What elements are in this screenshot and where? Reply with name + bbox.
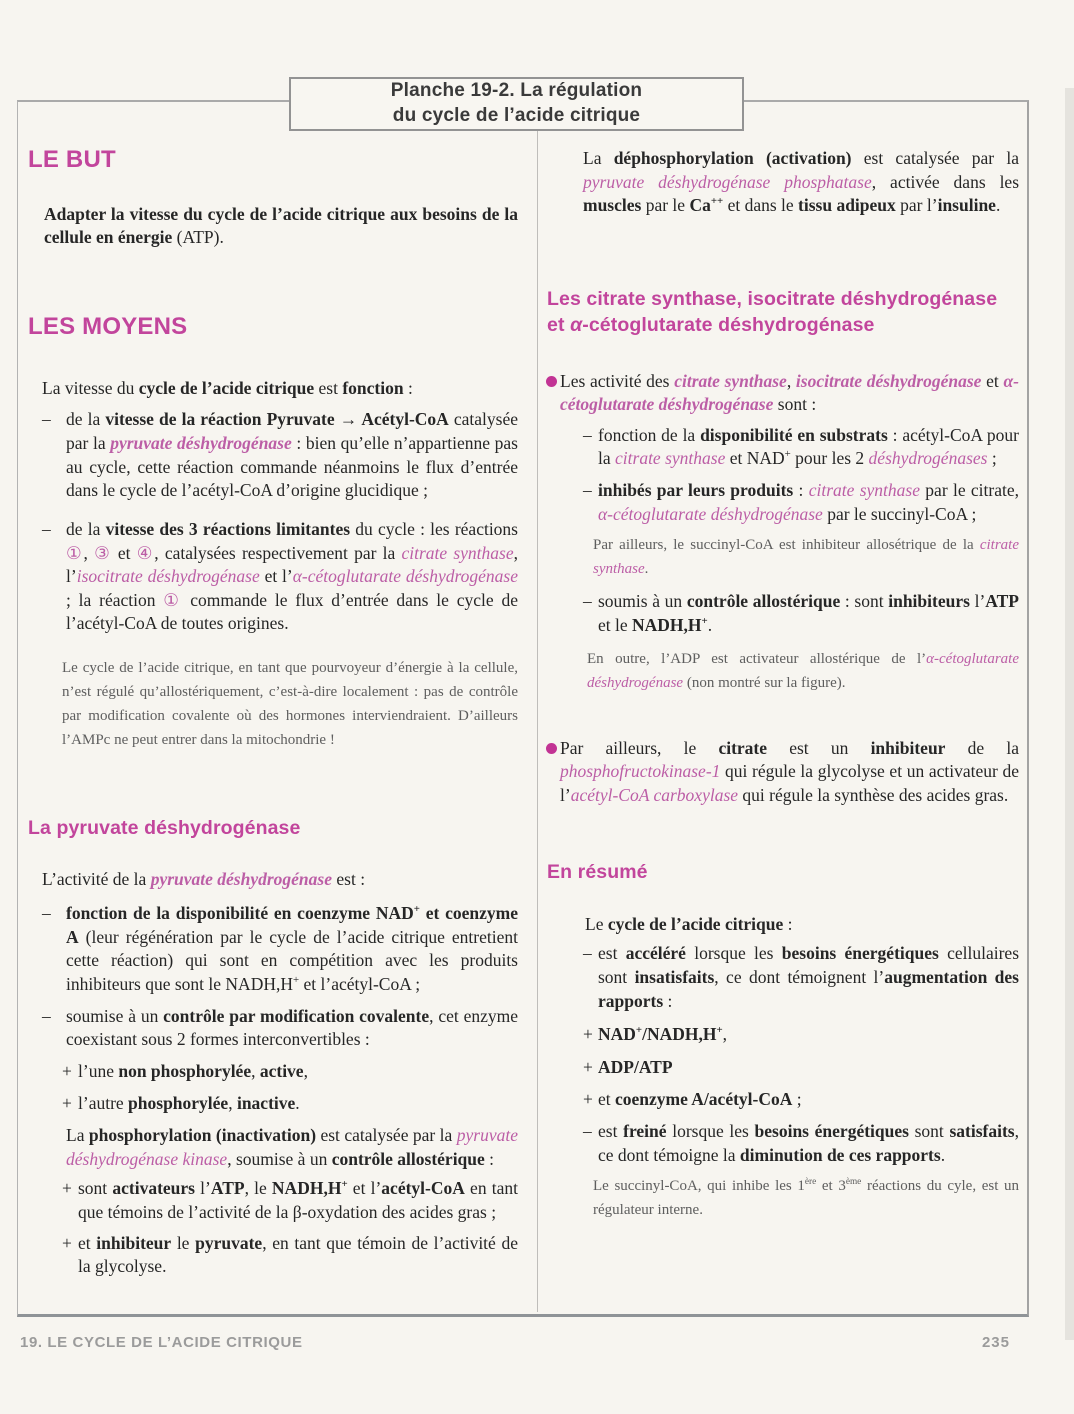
text-run: soumise à un (66, 1005, 164, 1026)
text-run: α-cétoglutarate déshydrogénase (587, 650, 1019, 691)
text-run: Par ailleurs, le succinyl-CoA est inhibiteur allosétrique de la (593, 537, 980, 554)
text-run: cycle de l’acide citrique (138, 377, 315, 398)
heading-en-resume (547, 859, 1019, 885)
text-run: freiné (623, 1121, 667, 1142)
text-run: . (295, 1093, 300, 1114)
list-item-dash (42, 518, 518, 636)
text-run: ère (804, 1177, 817, 1188)
text-run: La vitesse du (42, 377, 139, 398)
text-run: déshydrogénases (868, 448, 988, 469)
heading-les-moyens (28, 313, 518, 342)
bullet-icon (546, 376, 557, 387)
paragraph (44, 203, 518, 250)
text-run: pour les 2 (790, 448, 869, 469)
text-run: inhibiteurs (888, 591, 970, 612)
note-paragraph (62, 656, 518, 752)
text-run: et le (598, 614, 633, 635)
dash-marker: – (583, 480, 592, 500)
text-run: pyruvate (195, 1232, 263, 1253)
text-run: L’activité de la (42, 869, 151, 890)
text-run: inhibiteur (96, 1232, 172, 1253)
text-run: acétyl-CoA carboxylase (570, 784, 739, 805)
note-paragraph (593, 1174, 1019, 1222)
text-run: disponibilité en substrats (700, 424, 888, 445)
list-item-dash (583, 479, 1019, 526)
text-run: est (314, 377, 343, 398)
text-run: par le succinyl-CoA ; (822, 503, 977, 524)
text-run: NADH,H (632, 614, 702, 635)
text-run: besoins énergétiques (754, 1121, 909, 1142)
list-item-plus (583, 1056, 1019, 1080)
text-run: pyruvate déshydrogénase (150, 869, 332, 890)
list-item-dash (42, 902, 518, 997)
plus-marker: + (62, 1232, 72, 1253)
list-item-plus (62, 1060, 518, 1084)
text-run: et (598, 1089, 616, 1110)
text-run: et (78, 1232, 97, 1253)
text-run: par l’ (895, 195, 938, 216)
list-item-plus (62, 1092, 518, 1116)
text-run: en tant que témoins de l’activité de la β-oxydation des acides gras ; (78, 1178, 518, 1222)
text-run: fonction (342, 377, 404, 398)
text-run: ATP (210, 1178, 245, 1199)
text-run: , activée dans les (871, 171, 1020, 192)
text-run: , (228, 1093, 237, 1114)
text-run: Le succinyl-CoA, qui inhibe les 1 (593, 1178, 805, 1195)
text-run: pyruvate déshydrogénase (110, 433, 292, 454)
text-run: et (981, 370, 1004, 391)
text-run: : sont (840, 591, 889, 612)
text-run: ③ (94, 542, 112, 563)
text-run: inactive (236, 1093, 296, 1114)
text-run: active (259, 1060, 304, 1081)
text-run: LE BUT (28, 146, 116, 173)
text-run: . (644, 561, 649, 578)
text-run: et (111, 542, 137, 563)
text-run: + (716, 1024, 723, 1037)
text-run: tissu adipeux (798, 195, 896, 216)
text-run: isocitrate déshydrogénase (76, 566, 260, 587)
bullet-icon (546, 743, 557, 754)
text-run: La pyruvate déshydrogénase (28, 817, 301, 840)
text-run: , (722, 1024, 728, 1045)
text-run: cycle de l’acide citrique (607, 913, 784, 934)
text-run: citrate synthase (674, 370, 787, 391)
text-run: citrate synthase (401, 542, 514, 563)
text-run: est : (332, 869, 366, 890)
text-run: contrôle allostérique (331, 1148, 485, 1169)
text-run: ATP (985, 591, 1019, 612)
text-run: Adapter la vitesse du cycle de l’acide citrique aux besoins de la cellule en énergie (44, 203, 518, 248)
text-run: ① (163, 589, 183, 610)
text-run: muscles (583, 195, 642, 216)
text-run: est catalysée par la (851, 148, 1019, 168)
text-run: , ce dont témoignent l’ (714, 966, 885, 987)
plus-marker: + (583, 1089, 593, 1110)
text-run: inhibiteur (870, 737, 946, 758)
plus-marker: + (583, 1056, 593, 1077)
list-item-bullet (547, 737, 1019, 808)
text-run: de la (66, 409, 106, 430)
text-run: commande le flux d’entrée dans le cycle de l’acétyl-CoA de toutes origines. (66, 589, 518, 634)
list-item-dash (42, 408, 518, 503)
heading-la-pyruvate-deshydrogenase (28, 815, 518, 841)
text-run: coenzyme A/acétyl-CoA (615, 1089, 793, 1110)
paragraph (42, 377, 518, 401)
text-run: diminution de ces rapports (739, 1144, 941, 1165)
text-run: augmentation des rapports (598, 966, 1019, 1011)
list-item-dash (42, 1005, 518, 1052)
text-run: l’ (969, 591, 986, 612)
text-run: + (341, 1178, 348, 1191)
text-run: citrate synthase (615, 448, 726, 469)
text-run: α (570, 314, 583, 337)
text-run: lorsque les (666, 1121, 755, 1142)
text-run: citrate synthase (593, 537, 1019, 578)
text-run: satisfaits (949, 1121, 1015, 1142)
list-item-dash (583, 942, 1019, 1013)
text-run: et l’acétyl-CoA ; (299, 973, 421, 994)
text-run: La (66, 1125, 89, 1146)
text-run: . (940, 1144, 946, 1165)
text-run: est (598, 1121, 624, 1142)
text-run: par le (641, 195, 690, 216)
text-run: et l’ (259, 566, 293, 587)
text-run: En résumé (547, 861, 648, 884)
text-run: ① (66, 542, 84, 563)
text-run: fonction de la (598, 424, 701, 445)
paragraph (583, 147, 1019, 218)
text-run: : (403, 377, 413, 398)
text-run: + (413, 903, 420, 916)
text-run: et NAD (725, 448, 785, 469)
text-run: La (583, 148, 614, 168)
text-run: réactions du cyle, est un régulateur interne. (593, 1178, 1019, 1219)
list-item-plus (583, 1088, 1019, 1112)
continuation-paragraph (66, 1124, 518, 1171)
text-run: qui régule la glycolyse et un activateur de l’ (560, 761, 1019, 805)
column-divider (537, 100, 538, 1312)
text-run: contrôle allostérique (686, 591, 841, 612)
list-item-dash (583, 424, 1019, 471)
text-run: + (635, 1024, 643, 1037)
text-run: : (484, 1148, 495, 1169)
list-item-plus (62, 1232, 518, 1279)
text-run: soumis à un (598, 591, 687, 612)
text-run: , ce dont témoigne la (598, 1121, 1019, 1165)
text-run: l’autre (78, 1093, 129, 1114)
text-run: . (707, 614, 713, 635)
text-run: déphosphorylation (activation) (613, 148, 852, 168)
text-run: et 3 (816, 1178, 846, 1195)
text-run: isocitrate déshydrogénase (795, 370, 982, 391)
text-run: contrôle par modification covalente (163, 1005, 430, 1026)
page-edge-shadow (1065, 88, 1074, 1340)
text-run: est (598, 943, 626, 964)
text-run: Ca (689, 195, 711, 216)
text-run: Les activité des (560, 370, 675, 391)
text-run: par le citrate, (919, 480, 1019, 500)
dash-marker: – (42, 409, 51, 430)
text-run: sont (78, 1178, 113, 1199)
text-run: vitesse de la réaction Pyruvate → Acétyl-CoA (105, 409, 449, 430)
text-run: du cycle : les réactions (350, 518, 518, 539)
text-run: lorsque les (685, 943, 782, 964)
text-run: sont (908, 1121, 950, 1142)
text-run: (ATP). (176, 227, 224, 248)
text-run: et l’ (347, 1178, 382, 1199)
plus-marker: + (62, 1060, 72, 1081)
text-run: NAD (598, 1024, 636, 1045)
dash-marker: – (583, 1121, 592, 1142)
text-run: non phosphorylée (118, 1060, 252, 1081)
text-run: sont : (773, 394, 817, 415)
text-run: Le cycle de l’acide citrique, en tant que pourvoyeur d’énergie à la cellule, n’est régulé qu’allostériquement, c’est-à-dire localement : pas de contrôle par modification covalente où des hormones interviendraient. D’ailleurs l’AMPc ne peut entrer dans la mitochondrie ! (62, 660, 518, 749)
text-run: acétyl-CoA (381, 1178, 465, 1199)
list-item-dash (583, 1120, 1019, 1167)
plus-marker: + (583, 1024, 593, 1045)
text-run: : (793, 480, 809, 500)
text-run: /NADH,H (642, 1024, 717, 1045)
heading-le-but (28, 146, 518, 175)
text-run: est catalysée par la (316, 1125, 457, 1146)
text-run: α-cétoglutarate déshydrogénase (292, 566, 518, 587)
text-run: (leur régénération par le cycle de l’acide citrique entretient cette réaction) qui sont en compétition avec les produits inhibiteurs que sont le NADH,H (66, 926, 518, 994)
text-run: phosphofructokinase-1 (560, 761, 721, 782)
heading-les-citrate-synthase (547, 286, 1019, 339)
text-run: et coenzyme A (66, 903, 518, 947)
dash-marker: – (42, 903, 51, 924)
list-item-dash (583, 590, 1019, 637)
text-run: LES MOYENS (28, 313, 188, 341)
footer-page-number: 235 (981, 1334, 1010, 1351)
text-run: . (995, 195, 1001, 216)
dash-marker: – (583, 943, 592, 964)
text-run: , (251, 1060, 260, 1081)
text-run: , catalysées respectivement par la (154, 542, 402, 563)
text-run: phosphorylation (inactivation) (88, 1125, 317, 1146)
text-run: phosphorylée (128, 1093, 229, 1114)
text-run: , cet enzyme coexistant sous 2 formes interconvertibles : (66, 1005, 518, 1050)
text-run: insatisfaits (634, 966, 715, 987)
text-run: qui régule la synthèse des acides gras. (738, 784, 1009, 805)
text-run: ADP/ATP (598, 1056, 673, 1077)
text-run: α-cétoglutarate déshydrogénase (598, 503, 823, 524)
paragraph (585, 913, 1019, 937)
text-run: ④ (136, 542, 155, 563)
footer-chapter-title: 19. LE CYCLE DE L’ACIDE CITRIQUE (20, 1334, 303, 1351)
text-run: catalysée par la (66, 409, 519, 454)
dash-marker: – (42, 1005, 51, 1026)
text-run: , l’ (66, 542, 518, 587)
text-run: Le (585, 913, 608, 934)
text-run: ; (987, 448, 997, 469)
text-run: est un (767, 737, 871, 758)
text-run: ; (792, 1089, 802, 1110)
text-run: + (784, 448, 791, 461)
plate-title-line1: Planche 19-2. La régulation (390, 80, 643, 102)
text-run: (non montré sur la figure). (683, 674, 846, 691)
text-run: , en tant que témoin de l’activité de la glycolyse. (78, 1232, 518, 1277)
text-run: : (663, 990, 673, 1011)
list-item-bullet (547, 370, 1019, 417)
text-run: accéléré (625, 943, 686, 964)
plus-marker: + (62, 1093, 72, 1114)
text-run: inhibés par leurs produits (598, 480, 794, 500)
left-column (28, 100, 518, 1279)
text-run: NADH,H (271, 1178, 342, 1199)
text-run: Les citrate synthase, isocitrate déshydrogénase et (547, 287, 998, 337)
text-run: : (783, 913, 793, 934)
paragraph (42, 868, 518, 892)
text-run: vitesse des 3 réactions limitantes (105, 518, 351, 539)
text-run: fonction de la disponibilité en coenzyme NAD (66, 903, 414, 924)
note-paragraph (593, 533, 1019, 581)
text-run: En outre, l’ADP est activateur allostérique de l’ (587, 650, 927, 667)
text-run: cellulaires sont (598, 943, 1020, 987)
text-run: , (303, 1060, 308, 1081)
list-item-plus (583, 1023, 1019, 1047)
text-run: , (786, 370, 796, 391)
text-run: citrate synthase (808, 480, 920, 500)
text-run: α-cétoglutarate déshydrogénase (560, 370, 1019, 415)
text-run: : bien qu’elle n’appartienne pas au cycle, cette réaction commande néanmoins le flux d’entrée dans le cycle de l’acétyl-CoA d’origine glucidique ; (66, 433, 518, 501)
page-footer (0, 1334, 1074, 1364)
text-run: Par ailleurs, le (560, 737, 719, 758)
text-run: et dans le (723, 195, 799, 216)
note-paragraph (587, 647, 1019, 695)
text-run: l’une (78, 1060, 119, 1081)
text-run: ème (845, 1177, 862, 1188)
plus-marker: + (62, 1178, 72, 1199)
text-run: ; la réaction (66, 589, 164, 610)
text-run: activateurs (112, 1178, 195, 1199)
text-run: pyruvate déshydrogénase phosphatase (583, 171, 872, 192)
text-run: , (83, 542, 95, 563)
text-run: ++ (710, 195, 724, 208)
text-run: pyruvate déshydrogénase kinase (66, 1125, 518, 1169)
text-run: + (293, 974, 300, 987)
right-column (547, 100, 1019, 1222)
text-run: besoins énergétiques (781, 943, 939, 964)
text-run: + (701, 615, 708, 628)
text-run: de la (945, 737, 1019, 758)
list-item-plus (62, 1177, 518, 1224)
text-run: -cétoglutarate déshydrogénase (582, 314, 875, 337)
dash-marker: – (583, 591, 592, 612)
text-run: , soumise à un (227, 1148, 332, 1169)
text-run: citrate (718, 737, 768, 758)
text-run: , le (244, 1178, 272, 1199)
text-run: l’ (194, 1178, 211, 1199)
text-run: insuline (937, 195, 996, 216)
text-run: de la (66, 518, 106, 539)
dash-marker: – (583, 424, 592, 445)
text-run: : acétyl-CoA pour la (598, 424, 1019, 469)
dash-marker: – (42, 518, 51, 539)
plate-title-line2: du cycle de l’acide citrique (392, 105, 641, 126)
text-run: le (171, 1232, 196, 1253)
